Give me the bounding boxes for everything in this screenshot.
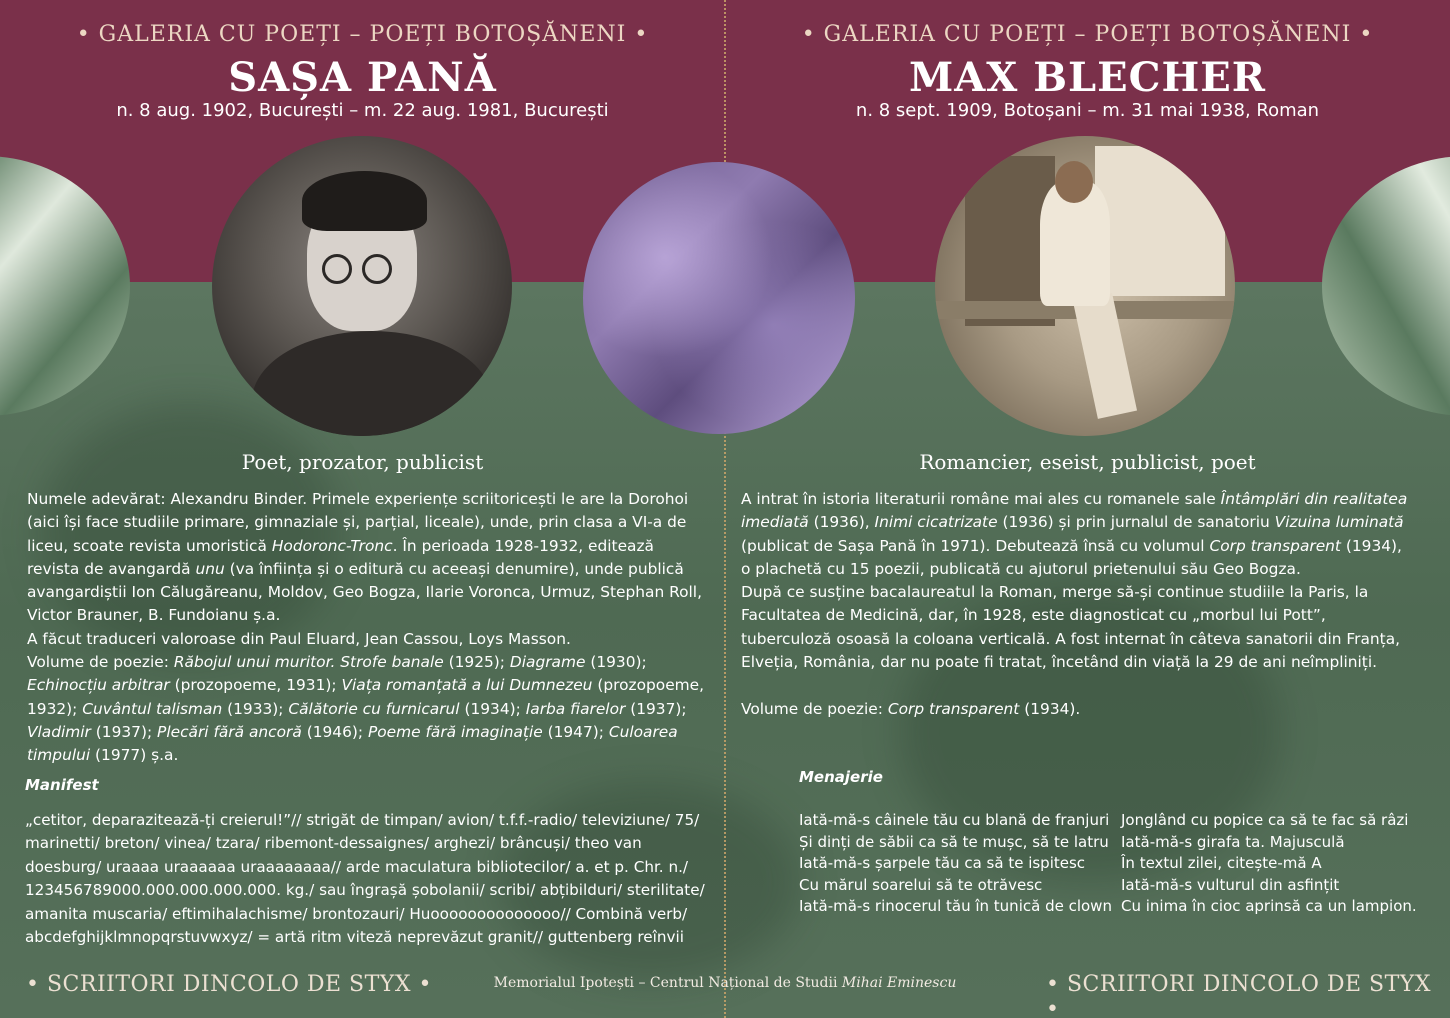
- right-bio-paragraph: A intrat în istoria literaturii române mai ales cu romanele sale Întâmplări din realitatea imediată (1936), Inimi cicatrizate (1936) și prin jurnalul de sanatoriu Vizuina luminată (publicat de Sașa Pană în 1971). Debutează însă cu volumul Corp transparent (1934), o plachetă cu 15 poezii, publicată cu ajutorul prietenului său Geo Bogza.: [741, 490, 1408, 578]
- footer-institution: Memorialul Ipotești – Centrul Național de Studii Mihai Eminescu: [493, 975, 957, 991]
- footer-series-left: • SCRIITORI DINCOLO DE STYX •: [26, 972, 432, 997]
- menajerie-column-2: Jonglând cu popice ca să te fac să râzi Iată-mă-s girafa ta. Majusculă În textul zilei, citește-mă A Iată-mă-s vulturul din asfințit Cu inima în cioc aprinsă ca un lampion.: [1121, 811, 1417, 915]
- left-volumes: Volume de poezie: Răbojul unui muritor. Strofe banale (1925); Diagrame (1930); Echinocțiu arbitrar (prozopoeme, 1931); Viața romanțată a lui Dumnezeu (prozopoeme, 1932); Cuvântul talisman (1933); Călătorie cu furnicarul (1934); Iarba fiarelor (1937); Vladimir (1937); Plecări fără ancoră (1946); Poeme fără imaginație (1947); Culoarea timpului (1977) ș.a.: [27, 653, 705, 765]
- right-bio-paragraph-2: După ce susține bacalaureatul la Roman, merge să-și continue studiile la Paris, la Facultatea de Medicină, dar, în 1928, este diagnosticat cu „morbul lui Pott”, tuberculoză osoasă la coloana verticală. A fost internat în câteva sanatorii din Franța, Elveția, România, dar nu poate fi tratat, încetând din viață la 29 de ani neîmpliniți.: [741, 583, 1401, 672]
- manifest-label: Manifest: [25, 776, 99, 794]
- right-poet-biography: A intrat în istoria literaturii române mai ales cu romanele sale Întâmplări din realitatea imediată (1936), Inimi cicatrizate (1936) și prin jurnalul de sanatoriu Vizuina luminată (publicat de Sașa Pană în 1971). Debutează însă cu volumul Corp transparent (1934), o plachetă cu 15 poezii, publicată cu ajutorul prietenului său Geo Bogza. După ce susține bacalaureatul la Roman, merge să-și continue studiile la Paris, la Facultatea de Medicină, dar, în 1928, este diagnosticat cu „morbul lui Pott”, tuberculoză osoasă la coloana verticală. A fost internat în câteva sanatorii din Franța, Elveția, România, dar nu poate fi tratat, încetând din viață la 29 de ani neîmpliniți. Volume de poezie: Corp transparent (1934).: [741, 490, 1408, 718]
- footer-series-right: • SCRIITORI DINCOLO DE STYX •: [1046, 972, 1431, 1018]
- left-translations: A făcut traduceri valoroase din Paul Eluard, Jean Cassou, Loys Masson.: [27, 629, 571, 648]
- left-poet-name: SAȘA PANĂ: [228, 54, 497, 101]
- left-series-title: • GALERIA CU POEȚI – POEȚI BOTOȘĂNENI •: [76, 22, 649, 47]
- sasa-pana-portrait: [212, 136, 512, 436]
- menajerie-column-1: Iată-mă-s câinele tău cu blană de franjuri Și dinți de săbii ca să te mușc, să te latru Iată-mă-s șarpele tău ca să te ispitesc Cu mărul soarelui să te otrăvesc Iată-mă-s rinocerul tău în tunică de clown: [799, 811, 1112, 915]
- manifest-poem: „cetitor, deparazitează-ți creierul!”// strigăt de timpan/ avion/ t.f.f.-radio/ televiziune/ 75/ marinetti/ breton/ vinea/ tzara/ ribemont-dessaignes/ arghezi/ brâncuși/ theo van doesburg/ uraaaa uraaaaaa uraaaaaaaa// arde maculatura bibliotecilor/ a. et p. Chr. n./ 123456789000.000.000.000.000. kg./ sau îngrașă șobolanii/ scribi/ abțibilduri/ sterilitate/ amanita muscaria/ eftimihalachisme/ brontozauri/ Huoooooooooooooo// Combină verb/ abcdefghijklmnopqrstuvwxyz/ = artă ritm viteză neprevăzut granit// guttenberg reînvii: [25, 811, 705, 947]
- right-poet-name: MAX BLECHER: [908, 54, 1267, 101]
- velvet-fabric-image: [583, 162, 855, 434]
- menajerie-label: Menajerie: [799, 768, 883, 786]
- right-poet-dates: n. 8 sept. 1909, Botoșani – m. 31 mai 1938, Roman: [855, 100, 1320, 121]
- left-poet-dates: n. 8 aug. 1902, București – m. 22 aug. 1981, București: [116, 100, 609, 121]
- left-poet-role: Poet, prozator, publicist: [241, 450, 484, 474]
- right-poet-role: Romancier, eseist, publicist, poet: [919, 450, 1256, 474]
- center-divider: [724, 0, 726, 1018]
- right-series-title: • GALERIA CU POEȚI – POEȚI BOTOȘĂNENI •: [801, 22, 1374, 47]
- left-poet-biography: Numele adevărat: Alexandru Binder. Primele experiențe scriitoricești le are la Dorohoi (aici își face studiile primare, gimnaziale și, parțial, liceale), unde, prin clasa a VI-a de liceu, scoate revista umoristică Hodoronc-Tronc. În perioada 1928-1932, editează revista de avangardă unu (va înființa și o editură cu aceeași denumire), unde publică avangardiștii Ion Călugăreanu, Moldov, Geo Bogza, Ilarie Voronca, Urmuz, Stephan Roll, Victor Brauner, B. Fundoianu ș.a. A făcut traduceri valoroase din Paul Eluard, Jean Cassou, Loys Masson. Volume de poezie: Răbojul unui muritor. Strofe banale (1925); Diagrame (1930); Echinocțiu arbitrar (prozopoeme, 1931); Viața romanțată a lui Dumnezeu (prozopoeme, 1932); Cuvântul talisman (1933); Călătorie cu furnicarul (1934); Iarba fiarelor (1937); Vladimir (1937); Plecări fără ancoră (1946); Poeme fără imaginație (1947); Culoarea timpului (1977) ș.a.: [27, 490, 705, 765]
- max-blecher-portrait: [935, 136, 1235, 436]
